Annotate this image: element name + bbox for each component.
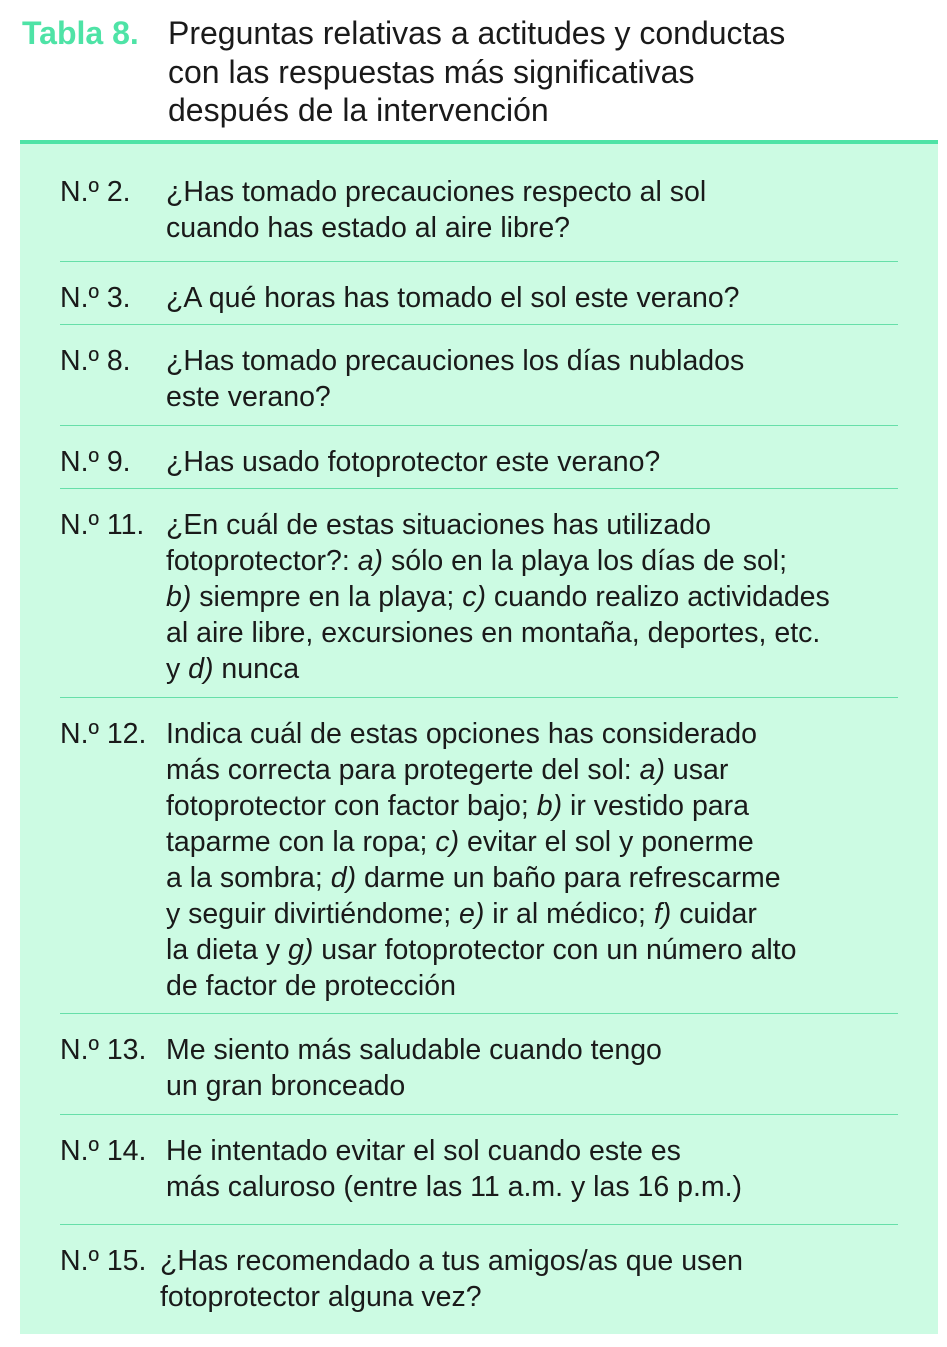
title-line: Preguntas relativas a actitudes y conductas — [168, 15, 786, 51]
option-marker: b) — [166, 581, 192, 613]
question-line: ¿Has tomado precauciones respecto al sol — [166, 176, 707, 208]
question-line: cuando has estado al aire libre? — [166, 212, 571, 244]
text-run: taparme con la ropa; — [166, 826, 436, 858]
option-marker: a) — [357, 545, 384, 577]
title-line: con las respuestas más significativas — [168, 53, 695, 90]
question-line — [166, 651, 898, 687]
text-run: fotoprotector?: — [166, 545, 358, 577]
question-line: ¿A qué horas has tomado el sol este verano? — [166, 282, 740, 314]
text-run: evitar el sol y ponerme — [459, 826, 754, 858]
text-run: la dieta y — [166, 934, 288, 966]
title-line: después de la intervención — [168, 92, 549, 128]
text-run: y — [166, 653, 189, 685]
option-marker: f) — [653, 898, 672, 930]
question-line: un gran bronceado — [166, 1070, 406, 1102]
question-text — [166, 174, 898, 246]
text-run: cuidar — [671, 898, 757, 930]
question-row — [60, 325, 898, 426]
question-line: ¿Has tomado precauciones los días nublados — [166, 345, 745, 377]
question-line — [166, 860, 898, 896]
question-text — [166, 444, 898, 480]
text-run: nunca — [213, 653, 300, 685]
question-row — [60, 174, 898, 262]
question-text — [166, 1133, 898, 1205]
question-line — [166, 579, 898, 615]
question-line — [166, 752, 898, 788]
question-line: al aire libre, excursiones en montaña, deportes, etc. — [166, 617, 821, 649]
text-run: ir al médico; — [484, 898, 654, 930]
question-number: N.º 2. — [60, 176, 131, 208]
text-run: más correcta para protegerte del sol: — [166, 754, 640, 786]
option-marker: a) — [639, 754, 665, 786]
question-text — [160, 1243, 898, 1315]
question-row — [60, 1115, 898, 1225]
question-number: N.º 12. — [60, 718, 147, 750]
question-row — [60, 262, 898, 325]
question-line: Indica cuál de estas opciones has considerado — [166, 718, 757, 750]
text-run: fotoprotector con factor bajo; — [166, 790, 537, 822]
question-number: N.º 13. — [60, 1034, 147, 1066]
question-row — [60, 489, 898, 698]
question-line — [166, 932, 898, 968]
question-line — [166, 788, 898, 824]
text-run: usar fotoprotector con un número alto — [313, 934, 797, 966]
text-run: usar — [665, 754, 729, 786]
text-run: darme un baño para refrescarme — [356, 862, 781, 894]
question-number: N.º 11. — [60, 509, 145, 541]
option-marker: c) — [435, 826, 460, 858]
option-marker: d) — [188, 653, 214, 685]
question-line: He intentado evitar el sol cuando este es — [166, 1135, 681, 1167]
question-text — [166, 507, 898, 687]
question-line — [166, 543, 898, 579]
question-line: de factor de protección — [166, 970, 456, 1002]
question-text — [166, 343, 898, 415]
questions-panel — [20, 140, 938, 1334]
question-text — [166, 1032, 898, 1104]
question-text — [166, 280, 898, 316]
question-line: Me siento más saludable cuando tengo — [166, 1034, 662, 1066]
question-line: este verano? — [166, 381, 331, 413]
question-line: ¿Has recomendado a tus amigos/as que usen — [160, 1245, 743, 1277]
question-text — [166, 716, 898, 1004]
question-number: N.º 14. — [60, 1135, 147, 1167]
question-row — [60, 1225, 898, 1325]
table-label: Tabla 8. — [22, 15, 139, 51]
option-marker: g) — [288, 934, 314, 966]
question-line: ¿En cuál de estas situaciones has utilizado — [166, 509, 711, 541]
question-line: fotoprotector alguna vez? — [160, 1281, 482, 1313]
text-run: siempre en la playa; — [191, 581, 463, 613]
text-run: y seguir divirtiéndome; — [166, 898, 460, 930]
question-line: ¿Has usado fotoprotector este verano? — [166, 446, 661, 478]
question-number: N.º 15. — [60, 1245, 147, 1277]
text-run: sólo en la playa los días de sol; — [383, 545, 788, 577]
table-title — [168, 14, 908, 130]
question-row — [60, 1014, 898, 1115]
question-number: N.º 3. — [60, 282, 131, 314]
question-line: más caluroso (entre las 11 a.m. y las 16 p.m.) — [166, 1171, 743, 1203]
question-row — [60, 426, 898, 489]
question-number: N.º 9. — [60, 446, 131, 478]
option-marker: b) — [536, 790, 563, 822]
option-marker: d) — [330, 862, 357, 894]
text-run: cuando realizo actividades — [485, 581, 830, 613]
question-line — [166, 824, 898, 860]
option-marker: e) — [459, 898, 485, 930]
text-run: ir vestido para — [562, 790, 749, 822]
text-run: a la sombra; — [166, 862, 331, 894]
question-number: N.º 8. — [60, 345, 131, 377]
option-marker: c) — [462, 581, 486, 613]
questions-list — [60, 174, 898, 1325]
question-row — [60, 698, 898, 1014]
question-line — [166, 896, 898, 932]
